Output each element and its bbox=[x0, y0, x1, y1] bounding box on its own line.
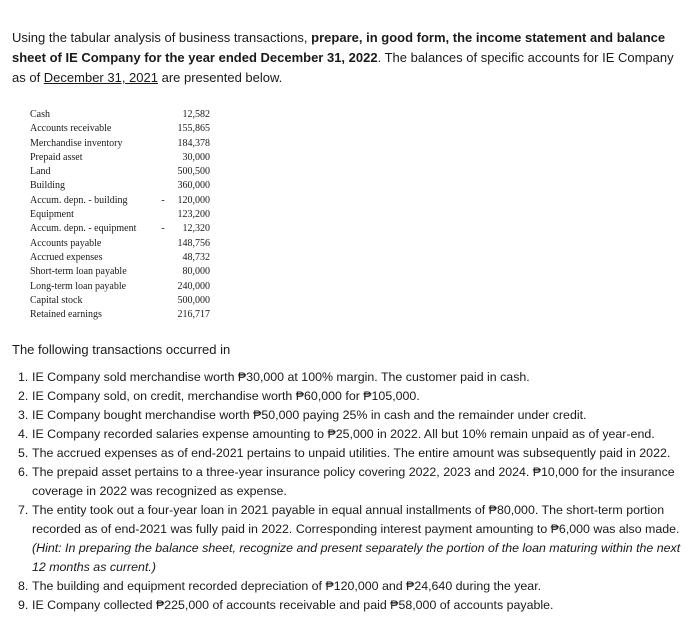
account-name: Capital stock bbox=[30, 294, 83, 306]
transaction-text: IE Company sold merchandise worth ₱30,000 at 100% margin. The customer paid in cash. bbox=[32, 370, 530, 384]
transactions-list bbox=[18, 368, 690, 615]
account-row bbox=[30, 294, 210, 308]
transaction-item bbox=[18, 577, 690, 596]
account-sign bbox=[156, 308, 170, 322]
transaction-number: 1. bbox=[18, 370, 29, 384]
account-name: Accounts payable bbox=[30, 237, 102, 249]
transaction-item bbox=[18, 501, 690, 577]
transaction-body bbox=[32, 425, 690, 444]
transaction-text: The accrued expenses as of end-2021 pertains to unpaid utilities. The entire amount was subsequently paid in 2022. bbox=[32, 446, 671, 460]
account-amount: 30,000 bbox=[182, 151, 210, 163]
account-amount: 12,582 bbox=[182, 109, 210, 120]
account-row bbox=[30, 265, 210, 279]
intro-text-2: . The balances of specific accounts for IE Company as of bbox=[12, 50, 674, 85]
account-amount: 184,378 bbox=[177, 137, 210, 149]
transaction-text: IE Company recorded salaries expense amounting to ₱25,000 in 2022. All but 10% remain unpaid as of year-end. bbox=[32, 427, 655, 441]
intro-text-1: Using the tabular analysis of business transactions, bbox=[12, 30, 312, 45]
transaction-item bbox=[18, 406, 690, 425]
account-sign bbox=[156, 251, 170, 265]
account-amount: 500,500 bbox=[177, 166, 210, 178]
transaction-number: 9. bbox=[18, 598, 29, 612]
account-sign bbox=[156, 294, 170, 308]
account-name: Cash bbox=[30, 109, 50, 120]
account-amount: 360,000 bbox=[177, 180, 210, 192]
transaction-text: The building and equipment recorded depreciation of ₱120,000 and ₱24,640 during the year. bbox=[32, 579, 542, 593]
account-amount: 155,865 bbox=[177, 123, 210, 135]
account-row bbox=[30, 137, 210, 151]
transaction-body bbox=[32, 387, 690, 406]
transaction-body bbox=[32, 368, 690, 387]
account-row bbox=[30, 222, 210, 236]
account-amount: 48,732 bbox=[182, 251, 210, 263]
transaction-number: 8. bbox=[18, 579, 29, 593]
account-name: Equipment bbox=[30, 209, 74, 221]
transaction-item bbox=[18, 387, 690, 406]
transaction-number: 2. bbox=[18, 389, 29, 403]
account-sign bbox=[156, 151, 170, 165]
account-row bbox=[30, 151, 210, 165]
account-sign bbox=[156, 179, 170, 193]
account-name: Long-term loan payable bbox=[30, 280, 127, 292]
intro-paragraph bbox=[12, 28, 688, 88]
account-amount: 500,000 bbox=[177, 294, 210, 306]
account-sign: - bbox=[161, 223, 165, 235]
transaction-text: IE Company collected ₱225,000 of accounts receivable and paid ₱58,000 of accounts payable. bbox=[32, 598, 554, 612]
intro-bold-instruction: prepare, in good form, the income statement and balance sheet of IE Company for the year ended December 31, 2022 bbox=[12, 30, 666, 65]
account-name: Accum. depn. - building bbox=[30, 194, 128, 206]
transaction-item bbox=[18, 425, 690, 444]
account-row bbox=[30, 280, 210, 294]
transaction-number: 4. bbox=[18, 427, 29, 441]
account-row bbox=[30, 122, 210, 136]
transaction-text: The entity took out a four-year loan in 2021 payable in equal annual installments of ₱80,000. The short-term portion recorded as of end-2021 was fully paid in 2022. Corresponding interest payment amounting to ₱6,000 was also made. bbox=[32, 503, 680, 536]
transaction-number: 3. bbox=[18, 408, 29, 422]
account-sign bbox=[156, 137, 170, 151]
transaction-body bbox=[32, 596, 690, 615]
account-row bbox=[30, 308, 210, 322]
account-name: Prepaid asset bbox=[30, 151, 83, 163]
transaction-item bbox=[18, 368, 690, 387]
intro-date: December 31, 2021 bbox=[43, 70, 158, 85]
account-sign bbox=[156, 237, 170, 251]
account-balances-table bbox=[30, 108, 210, 322]
account-name: Building bbox=[30, 180, 66, 192]
account-amount: 120,000 bbox=[177, 194, 210, 206]
account-amount: 148,756 bbox=[177, 237, 210, 249]
account-amount: 240,000 bbox=[177, 280, 210, 292]
account-amount: 123,200 bbox=[177, 209, 210, 221]
transaction-body bbox=[32, 406, 690, 425]
transaction-body bbox=[32, 577, 690, 596]
account-row bbox=[30, 237, 210, 251]
transaction-item bbox=[18, 463, 690, 501]
transaction-text: IE Company sold, on credit, merchandise worth ₱60,000 for ₱105,000. bbox=[32, 389, 420, 403]
account-sign: - bbox=[161, 194, 165, 206]
account-amount: 12,320 bbox=[182, 223, 210, 235]
transaction-body bbox=[32, 501, 690, 577]
account-amount: 80,000 bbox=[182, 266, 210, 278]
account-row bbox=[30, 179, 210, 193]
account-row bbox=[30, 108, 210, 122]
account-name: Short-term loan payable bbox=[30, 266, 127, 278]
account-name: Merchandise inventory bbox=[30, 137, 123, 149]
transaction-text: The prepaid asset pertains to a three-year insurance policy covering 2022, 2023 and 2024. ₱10,000 for the insurance coverage in 2022 was recognized as expense. bbox=[32, 465, 675, 498]
account-sign bbox=[156, 108, 170, 122]
account-sign bbox=[156, 165, 170, 179]
account-sign bbox=[156, 208, 170, 222]
intro-text-3: are presented below. bbox=[157, 70, 283, 85]
transaction-body bbox=[32, 463, 690, 501]
account-amount: 216,717 bbox=[177, 309, 210, 321]
transaction-hint: (Hint: In preparing the balance sheet, recognize and present separately the portion of the loan maturing within the next 12 months as current.) bbox=[32, 541, 681, 574]
transaction-number: 7. bbox=[18, 503, 29, 517]
transaction-text: IE Company bought merchandise worth ₱50,000 paying 25% in cash and the remainder under credit. bbox=[32, 408, 587, 422]
account-row bbox=[30, 208, 210, 222]
account-name: Accum. depn. - equipment bbox=[30, 223, 137, 235]
transaction-number: 5. bbox=[18, 446, 29, 460]
account-row bbox=[30, 165, 210, 179]
account-row bbox=[30, 251, 210, 265]
account-row bbox=[30, 194, 210, 208]
transaction-number: 6. bbox=[18, 465, 29, 479]
transaction-body bbox=[32, 444, 690, 463]
account-sign bbox=[156, 265, 170, 279]
account-sign bbox=[156, 122, 170, 136]
account-name: Accrued expenses bbox=[30, 251, 103, 263]
transaction-item bbox=[18, 444, 690, 463]
account-name: Retained earnings bbox=[30, 309, 102, 321]
account-name: Accounts receivable bbox=[30, 123, 112, 135]
account-name: Land bbox=[30, 166, 51, 178]
transactions-heading: The following transactions occurred in bbox=[12, 342, 231, 357]
account-sign bbox=[156, 280, 170, 294]
transaction-item bbox=[18, 596, 690, 615]
